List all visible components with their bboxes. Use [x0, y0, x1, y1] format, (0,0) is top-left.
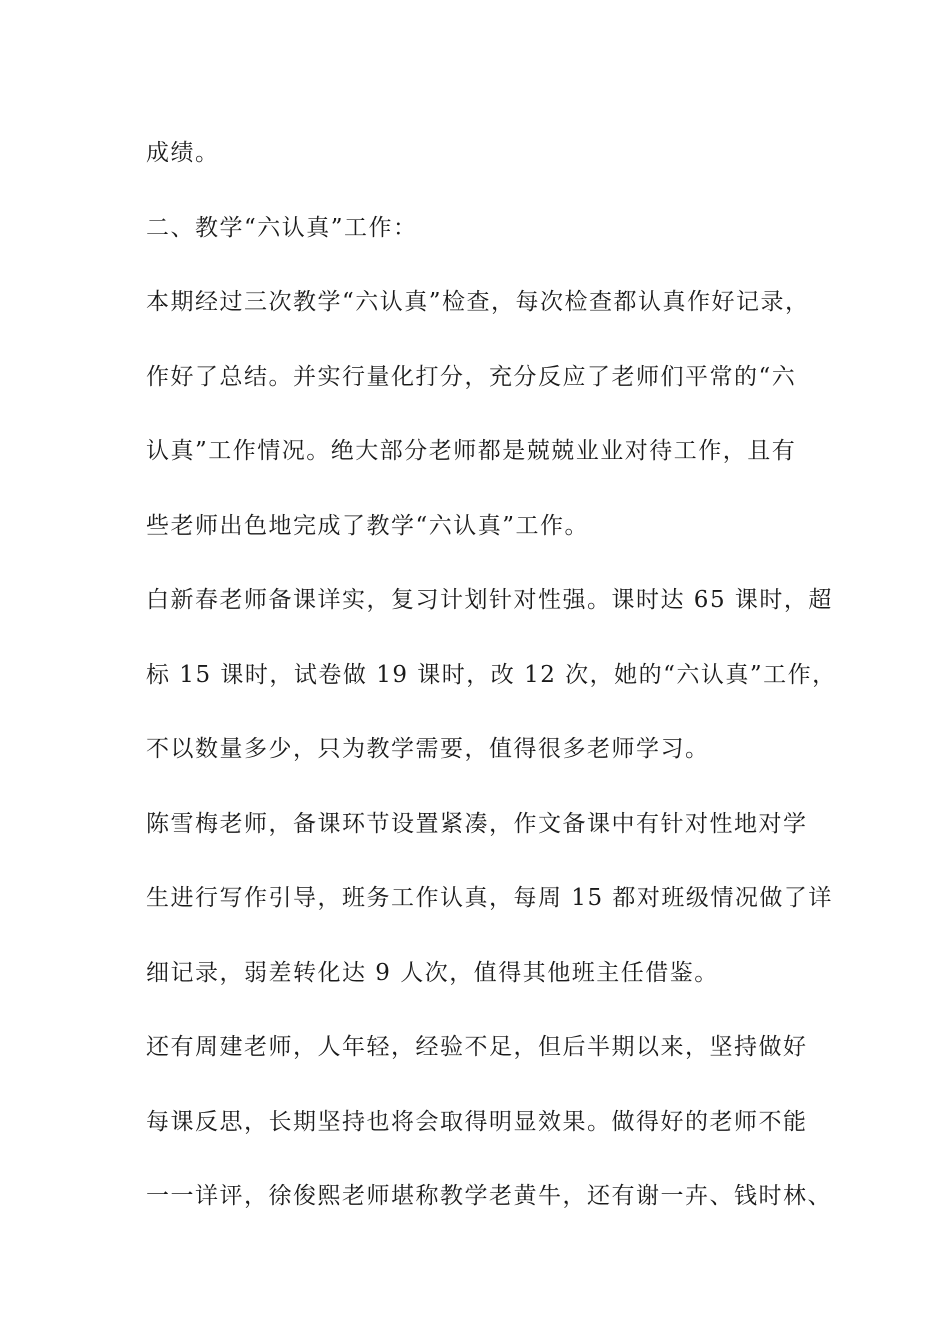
section-heading: 二、教学“六认真”工作：	[146, 215, 418, 241]
text-line-7: 白新春老师备课详实，复习计划针对性强。课时达 65 课时，超	[146, 587, 833, 613]
text-line-8: 标 15 课时，试卷做 19 课时，改 12 次，她的“六认真”工作，	[146, 662, 837, 688]
text-line-1: 成绩。	[146, 140, 220, 166]
text-line-13: 还有周建老师，人年轻，经验不足，但后半期以来，坚持做好	[146, 1034, 808, 1060]
text-line-12: 细记录，弱差转化达 9 人次，值得其他班主任借鉴。	[146, 960, 719, 986]
text-line-5: 认真”工作情况。绝大部分老师都是兢兢业业对待工作，且有	[146, 438, 797, 464]
text-line-11: 生进行写作引导，班务工作认真，每周 15 都对班级情况做了详	[146, 885, 833, 911]
text-line-15: 一一详评，徐俊熙老师堪称教学老黄牛，还有谢一卉、钱时林、	[146, 1183, 832, 1209]
text-line-3: 本期经过三次教学“六认真”检查，每次检查都认真作好记录，	[146, 289, 810, 315]
text-line-9: 不以数量多少，只为教学需要，值得很多老师学习。	[146, 736, 710, 762]
text-line-10: 陈雪梅老师，备课环节设置紧凑，作文备课中有针对性地对学	[146, 811, 808, 837]
text-line-4: 作好了总结。并实行量化打分，充分反应了老师们平常的“六	[146, 364, 797, 390]
text-line-14: 每课反思，长期坚持也将会取得明显效果。做得好的老师不能	[146, 1109, 808, 1135]
text-line-6: 些老师出色地完成了教学“六认真”工作。	[146, 513, 590, 539]
